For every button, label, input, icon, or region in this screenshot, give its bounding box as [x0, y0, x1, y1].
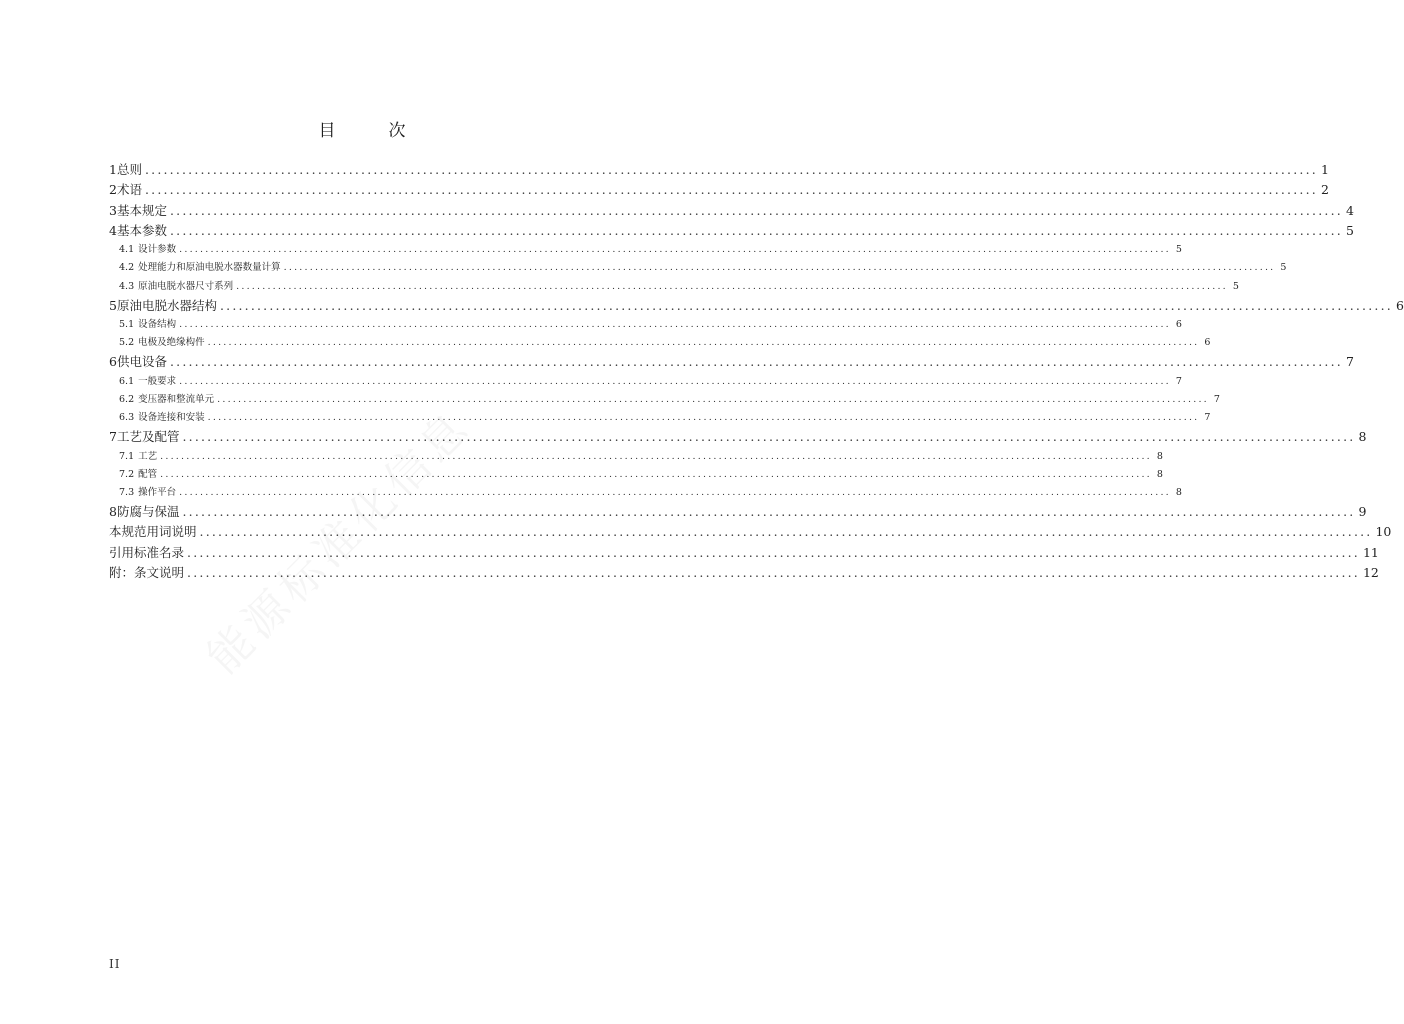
toc-entry-page: 6: [1175, 319, 1182, 331]
toc-entry-label: 术语: [116, 182, 142, 198]
toc-entry-page: 8: [1156, 450, 1163, 462]
toc-leader-dots: [170, 203, 1343, 218]
toc-leader-dots: [182, 504, 1355, 519]
toc-leader-dots: [208, 412, 1200, 423]
toc-entry-label: 原油电脱水器结构: [116, 297, 217, 313]
toc-leader-dots: [160, 451, 1152, 462]
toc-leader-dots: [220, 298, 1393, 313]
toc-entry-number: 6.1: [119, 375, 135, 387]
toc-entry-number: 1: [109, 162, 117, 177]
toc-leader-dots: [179, 487, 1171, 498]
toc-entry[interactable]: [109, 484, 1182, 502]
toc-leader-dots: [160, 469, 1152, 480]
toc-entry[interactable]: [109, 502, 1367, 522]
toc-entry-number: 8: [109, 504, 117, 520]
toc-entry-label: 一般要求: [138, 375, 177, 387]
toc-entry-page: 10: [1375, 524, 1392, 540]
toc-entry[interactable]: [109, 391, 1220, 409]
toc-entry[interactable]: [109, 221, 1354, 241]
toc-leader-dots: [179, 376, 1171, 387]
page-title: 目 次: [318, 121, 424, 141]
toc-entry-number: 3: [109, 202, 117, 218]
toc-entry-number: 7.3: [119, 486, 135, 498]
toc-entry-page: 5: [1232, 280, 1239, 292]
toc-entry[interactable]: [109, 259, 1287, 277]
toc-entry-label: 基本规定: [116, 202, 167, 218]
toc-leader-dots: [200, 524, 1373, 539]
toc-entry-page: 5: [1280, 262, 1287, 274]
toc-leader-dots: [208, 337, 1200, 348]
toc-entry[interactable]: [109, 201, 1354, 221]
toc-entry-label: 设备结构: [138, 319, 177, 331]
toc-leader-dots: [170, 354, 1343, 369]
toc-entry-page: 7: [1345, 354, 1354, 370]
toc-entry-number: 4.3: [119, 280, 135, 292]
toc-entry[interactable]: [109, 427, 1367, 447]
toc-entry[interactable]: [109, 180, 1329, 200]
toc-entry-page: 5: [1175, 244, 1182, 256]
toc-entry-page: 5: [1345, 222, 1354, 238]
toc-entry-label: 总则: [116, 162, 142, 177]
toc-entry-page: 8: [1156, 468, 1163, 480]
toc-entry-page: 12: [1362, 565, 1379, 581]
toc-entry-label: 工艺及配管: [116, 429, 180, 445]
toc-entry[interactable]: [109, 448, 1163, 466]
toc-entry[interactable]: [109, 409, 1211, 427]
toc-entry[interactable]: [109, 373, 1182, 391]
toc-entry[interactable]: [109, 352, 1354, 372]
toc-entry-number: 4.2: [119, 262, 135, 274]
toc-entry[interactable]: [109, 522, 1392, 542]
toc-leader-dots: [217, 394, 1209, 405]
toc-entry-number: 5: [109, 297, 117, 313]
toc-leader-dots: [182, 429, 1355, 444]
toc-leader-dots: [145, 182, 1318, 197]
table-of-contents: [109, 160, 1404, 583]
toc-entry-label: 供电设备: [116, 354, 167, 370]
toc-leader-dots: [187, 565, 1360, 580]
toc-entry-number: 4: [109, 222, 117, 238]
toc-entry[interactable]: [109, 241, 1182, 259]
toc-entry-label: 配管: [138, 468, 158, 480]
toc-entry-page: 6: [1395, 297, 1404, 313]
toc-leader-dots: [145, 162, 1318, 177]
toc-entry-number: 5.1: [119, 319, 135, 331]
toc-entry-page: 7: [1213, 393, 1220, 405]
toc-entry[interactable]: [109, 334, 1211, 352]
toc-entry-page: 2: [1320, 182, 1329, 198]
toc-entry-label: 附：条文说明: [109, 565, 185, 581]
toc-entry-number: 7.2: [119, 468, 135, 480]
toc-entry-label: 本规范用词说明: [109, 524, 197, 540]
toc-entry-number: 6: [109, 354, 117, 370]
toc-leader-dots: [236, 281, 1228, 292]
toc-entry-page: 1: [1320, 162, 1329, 177]
toc-entry-page: 4: [1345, 202, 1354, 218]
toc-entry[interactable]: [109, 278, 1239, 296]
toc-entry-page: 11: [1362, 544, 1379, 560]
toc-entry[interactable]: [109, 296, 1404, 316]
toc-entry-label: 原油电脱水器尺寸系列: [138, 280, 234, 292]
toc-leader-dots: [170, 223, 1343, 238]
toc-entry-page: 7: [1175, 375, 1182, 387]
toc-entry-page: 6: [1204, 337, 1211, 349]
toc-entry[interactable]: [109, 160, 1329, 180]
toc-entry-label: 变压器和整流单元: [138, 393, 215, 405]
toc-entry-label: 防腐与保温: [116, 504, 180, 520]
page-number: II: [109, 957, 121, 971]
toc-entry-number: 5.2: [119, 337, 135, 349]
toc-leader-dots: [284, 262, 1276, 273]
toc-entry-number: 4.1: [119, 244, 135, 256]
toc-entry-label: 设计参数: [138, 244, 177, 256]
toc-leader-dots: [179, 244, 1171, 255]
toc-leader-dots: [187, 545, 1360, 560]
toc-entry-label: 引用标准名录: [109, 544, 185, 560]
toc-entry-label: 电极及绝缘构件: [138, 337, 205, 349]
toc-entry-label: 工艺: [138, 450, 158, 462]
toc-entry-label: 基本参数: [116, 222, 167, 238]
toc-leader-dots: [179, 319, 1171, 330]
toc-entry-label: 处理能力和原油电脱水器数量计算: [138, 262, 281, 274]
toc-entry[interactable]: [109, 466, 1163, 484]
toc-entry-page: 8: [1358, 429, 1367, 445]
watermark: 能源标准化信息: [197, 400, 482, 684]
toc-entry-number: 7.1: [119, 450, 135, 462]
toc-entry[interactable]: [109, 316, 1182, 334]
toc-entry-number: 6.2: [119, 393, 135, 405]
toc-entry-number: 6.3: [119, 412, 135, 424]
toc-entry-number: 7: [109, 429, 117, 445]
toc-entry-label: 设备连接和安装: [138, 412, 205, 424]
toc-entry-number: 2: [109, 182, 117, 198]
toc-entry-page: 8: [1175, 486, 1182, 498]
toc-entry-page: 7: [1204, 412, 1211, 424]
toc-entry-label: 操作平台: [138, 486, 177, 498]
toc-entry-page: 9: [1358, 504, 1367, 520]
toc-entry[interactable]: [109, 543, 1379, 563]
toc-entry[interactable]: [109, 563, 1379, 583]
